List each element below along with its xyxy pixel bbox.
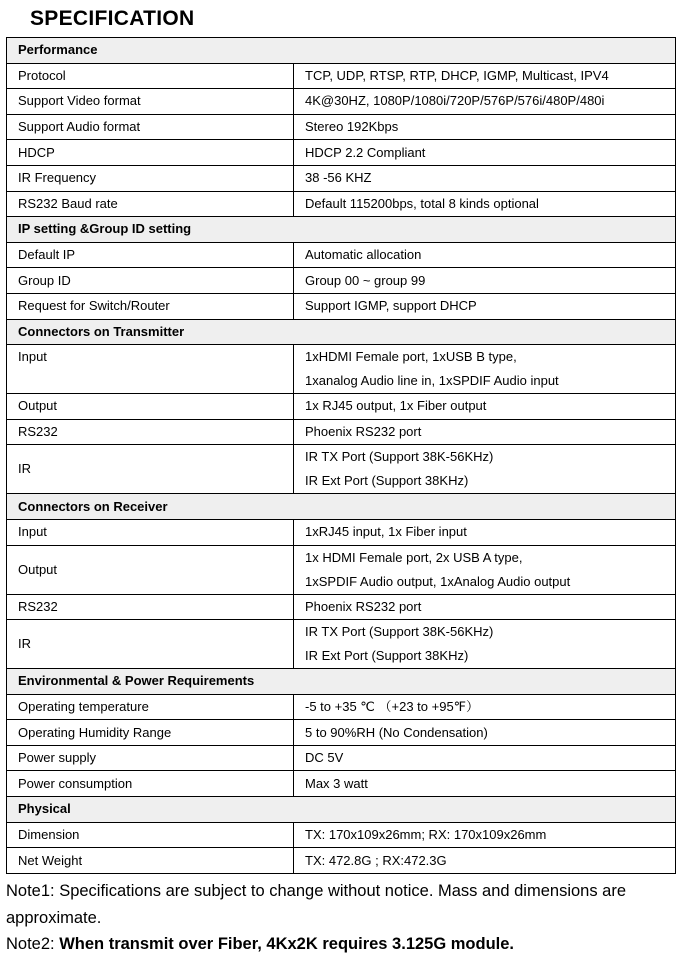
spec-value-line: 1xSPDIF Audio output, 1xAnalog Audio output: [305, 573, 571, 589]
spec-label: Operating Humidity Range: [7, 720, 294, 746]
spec-label: IR: [7, 620, 294, 669]
spec-label: Request for Switch/Router: [7, 293, 294, 319]
spec-value-line: TCP, UDP, RTSP, RTP, DHCP, IGMP, Multicast, IPV4: [305, 67, 609, 83]
spec-value-line: Default 115200bps, total 8 kinds optional: [305, 195, 539, 211]
spec-label: Dimension: [7, 822, 294, 848]
spec-label: Support Audio format: [7, 114, 294, 140]
spec-label: RS232: [7, 419, 294, 445]
specification-table-body: [7, 38, 676, 874]
spec-value-line: Support IGMP, support DHCP: [305, 298, 477, 314]
section-header: Connectors on Transmitter: [7, 319, 676, 345]
spec-row: [7, 594, 676, 620]
spec-value: [294, 114, 676, 140]
section-header-row: [7, 669, 676, 695]
spec-value-line: HDCP 2.2 Compliant: [305, 144, 426, 160]
spec-row: [7, 519, 676, 545]
spec-value: [294, 771, 676, 797]
spec-row: [7, 720, 676, 746]
spec-value-line: 1xHDMI Female port, 1xUSB B type,: [305, 349, 517, 365]
spec-value-line: Phoenix RS232 port: [305, 424, 422, 440]
spec-value: [294, 594, 676, 620]
spec-row: [7, 191, 676, 217]
spec-label: Protocol: [7, 63, 294, 89]
spec-value: [294, 293, 676, 319]
section-header: IP setting &Group ID setting: [7, 217, 676, 243]
specification-table: [6, 37, 676, 874]
spec-label: Output: [7, 545, 294, 594]
spec-row: [7, 822, 676, 848]
section-header-row: [7, 494, 676, 520]
spec-value: [294, 445, 676, 494]
spec-value: [294, 822, 676, 848]
note-2: [6, 931, 674, 958]
spec-label: Power supply: [7, 745, 294, 771]
spec-value: [294, 519, 676, 545]
spec-value-line: DC 5V: [305, 750, 344, 766]
spec-row: [7, 419, 676, 445]
spec-label: Net Weight: [7, 848, 294, 874]
spec-row: [7, 89, 676, 115]
note-2-prefix: Note2:: [6, 935, 60, 953]
spec-value: [294, 63, 676, 89]
spec-value-line: 38 -56 KHZ: [305, 170, 372, 186]
spec-row: [7, 345, 676, 394]
spec-row: [7, 694, 676, 720]
spec-row: [7, 293, 676, 319]
spec-label: Support Video format: [7, 89, 294, 115]
section-header-row: [7, 38, 676, 64]
note-1-prefix: Note1:: [6, 882, 60, 900]
page-title: SPECIFICATION: [30, 7, 195, 30]
spec-value-line: Phoenix RS232 port: [305, 598, 422, 614]
section-header-row: [7, 797, 676, 823]
notes: [6, 878, 674, 958]
spec-value: [294, 745, 676, 771]
spec-value: [294, 242, 676, 268]
spec-value-line: Stereo 192Kbps: [305, 119, 399, 135]
note-2-text: When transmit over Fiber, 4Kx2K requires 3.125G module.: [59, 935, 515, 953]
spec-value-line: 5 to 90%RH (No Condensation): [305, 724, 488, 740]
spec-value: [294, 165, 676, 191]
section-header: Connectors on Receiver: [7, 494, 676, 520]
spec-row: [7, 394, 676, 420]
spec-value-line: 1x HDMI Female port, 2x USB A type,: [305, 549, 523, 565]
spec-value-line: Group 00 ~ group 99: [305, 272, 426, 288]
spec-label: Input: [7, 345, 294, 394]
spec-label: Output: [7, 394, 294, 420]
spec-row: [7, 242, 676, 268]
spec-value: [294, 140, 676, 166]
note-1-text: Specifications are subject to change without notice. Mass and dimensions are approximate.: [6, 882, 627, 927]
spec-value: [294, 694, 676, 720]
spec-value-line: TX: 472.8G ; RX:472.3G: [305, 852, 447, 868]
spec-label: IR: [7, 445, 294, 494]
spec-row: [7, 268, 676, 294]
spec-value: [294, 545, 676, 594]
spec-value: [294, 191, 676, 217]
spec-value-line: IR Ext Port (Support 38KHz): [305, 648, 469, 664]
spec-row: [7, 745, 676, 771]
section-header: Performance: [7, 38, 676, 64]
spec-value: [294, 394, 676, 420]
spec-row: [7, 771, 676, 797]
spec-value-line: Automatic allocation: [305, 247, 422, 263]
spec-value-line: IR Ext Port (Support 38KHz): [305, 473, 469, 489]
spec-row: [7, 848, 676, 874]
spec-label: Power consumption: [7, 771, 294, 797]
spec-value: [294, 848, 676, 874]
spec-value-line: Max 3 watt: [305, 775, 368, 791]
spec-value-line: TX: 170x109x26mm; RX: 170x109x26mm: [305, 826, 547, 842]
spec-value: [294, 345, 676, 394]
spec-row: [7, 545, 676, 594]
spec-label: IR Frequency: [7, 165, 294, 191]
spec-value-line: 1x RJ45 output, 1x Fiber output: [305, 398, 487, 414]
note-1: [6, 878, 674, 931]
spec-row: [7, 445, 676, 494]
section-header-row: [7, 217, 676, 243]
spec-row: [7, 620, 676, 669]
section-header: Physical: [7, 797, 676, 823]
section-header: Environmental & Power Requirements: [7, 669, 676, 695]
spec-row: [7, 63, 676, 89]
spec-label: Default IP: [7, 242, 294, 268]
spec-row: [7, 165, 676, 191]
spec-value: [294, 89, 676, 115]
spec-label: Group ID: [7, 268, 294, 294]
spec-label: RS232 Baud rate: [7, 191, 294, 217]
spec-value-line: 1xanalog Audio line in, 1xSPDIF Audio input: [305, 373, 559, 389]
spec-value-line: IR TX Port (Support 38K-56KHz): [305, 624, 494, 640]
spec-label: HDCP: [7, 140, 294, 166]
section-header-row: [7, 319, 676, 345]
spec-value-line: IR TX Port (Support 38K-56KHz): [305, 449, 494, 465]
spec-row: [7, 140, 676, 166]
spec-row: [7, 114, 676, 140]
spec-value: [294, 268, 676, 294]
spec-value-line: 4K@30HZ, 1080P/1080i/720P/576P/576i/480P/480i: [305, 93, 605, 109]
spec-value: [294, 620, 676, 669]
spec-value-line: 1xRJ45 input, 1x Fiber input: [305, 524, 467, 540]
spec-value: [294, 419, 676, 445]
spec-label: Input: [7, 519, 294, 545]
spec-label: RS232: [7, 594, 294, 620]
spec-value: [294, 720, 676, 746]
spec-label: Operating temperature: [7, 694, 294, 720]
spec-value-line: -5 to +35 ℃ （+23 to +95℉）: [305, 698, 480, 714]
